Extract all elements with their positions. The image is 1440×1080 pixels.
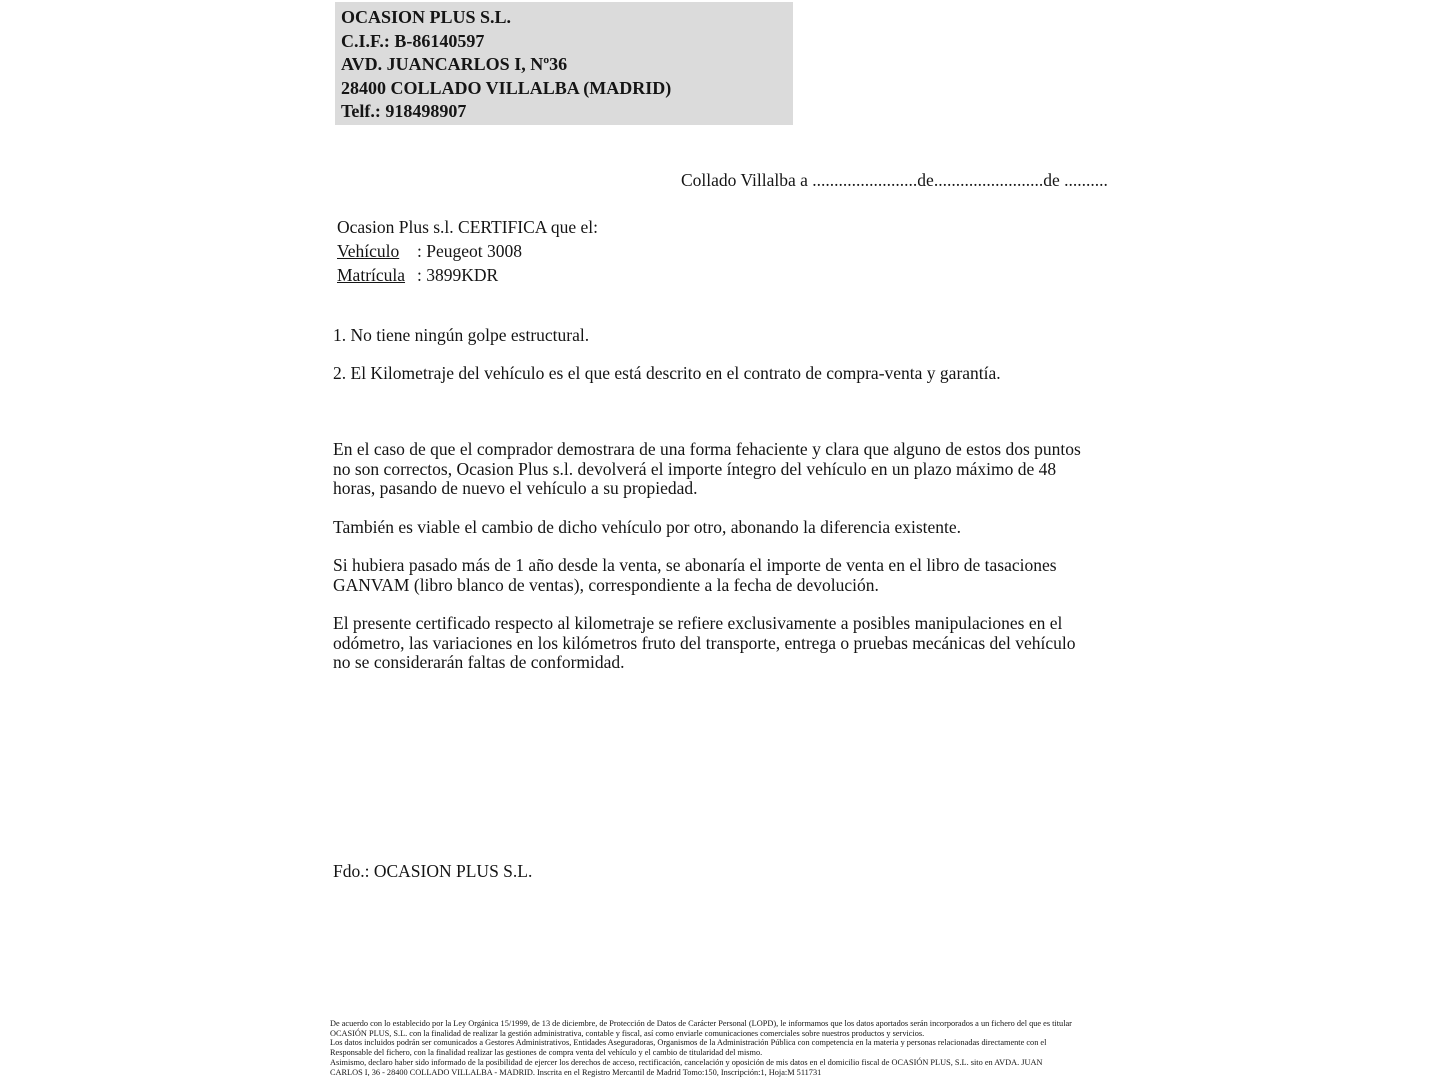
company-info-box xyxy=(335,2,793,125)
vehicle-field xyxy=(337,239,598,263)
paragraph-exchange: También es viable el cambio de dicho vehículo por otro, abonando la diferencia existente. xyxy=(333,516,962,537)
date-line: Collado Villalba a ........................de.........................de .......... xyxy=(681,170,1108,190)
certify-block xyxy=(337,215,598,287)
plate-field-value: : 3899KDR xyxy=(417,265,499,285)
legal-line-data-sharing-2: Responsable del fichero, con la finalidad realizar las gestiones de compra venta del vehículo y el cambio de titularidad del mismo. xyxy=(330,1048,763,1058)
company-name: OCASION PLUS S.L. xyxy=(341,7,512,27)
paragraph-ganvam: Si hubiera pasado más de 1 año desde la venta, se abonaría el importe de venta en el libro de tasaciones GANVAM (libro blanco de ventas), correspondiente a la fecha de devolución. xyxy=(333,555,1057,595)
company-address: AVD. JUANCARLOS I, Nº36 xyxy=(341,54,568,75)
legal-line-data-sharing-1: Los datos incluidos podrán ser comunicados a Gestores Administrativos, Entidades Aseguradoras, Organismos de la Administración Pública con competencia en la materia y personas relacionadas directamente con el xyxy=(330,1038,1047,1048)
plate-field xyxy=(337,263,598,287)
company-cif: C.I.F.: B-86140597 xyxy=(341,30,485,51)
certify-intro: Ocasion Plus s.l. CERTIFICA que el: xyxy=(337,217,598,237)
body-paragraphs xyxy=(333,440,1095,692)
legal-fine-print xyxy=(330,1019,1072,1077)
paragraph-odometer: El presente certificado respecto al kilometraje se refiere exclusivamente a posibles manipulaciones en el odómetro, las variaciones en los kilómetros fruto del transporte, entrega o pruebas mecánicas del vehículo no se considerarán faltas de conformidad. xyxy=(333,613,1076,672)
legal-line-lopd-1: De acuerdo con lo establecido por la Ley Orgánica 15/1999, de 13 de diciembre, de Protección de Datos de Carácter Personal (LOPD), le informamos que los datos aportados serán incorporados a un fichero del que es titular xyxy=(330,1019,1072,1028)
plate-field-label: Matrícula xyxy=(337,265,406,285)
company-phone: Telf.: 918498907 xyxy=(341,101,467,122)
numbered-conditions xyxy=(333,325,1001,383)
condition-structural: 1. No tiene ningún golpe estructural. xyxy=(333,325,590,345)
legal-line-rights-1: Asimismo, declaro haber sido informado de la posibilidad de ejercer los derechos de acceso, rectificación, cancelación y oposición de mis datos en el domicilio fiscal de OCASIÓN PLUS, S.L. sito en AVDA. JUAN xyxy=(330,1057,1043,1067)
vehicle-field-label: Vehículo xyxy=(337,241,400,261)
legal-line-rights-2: CARLOS I, 36 - 28400 COLLADO VILLALBA - MADRID. Inscrita en el Registro Mercantil de Madrid Tomo:150, Inscripción:1, Hoja:M 511731 xyxy=(330,1067,822,1077)
legal-line-lopd-2: OCASIÓN PLUS, S.L. con la finalidad de realizar la gestión administrativa, contable y fiscal, así como enviarle comunicaciones comerciales sobre nuestros productos y servicios. xyxy=(330,1028,925,1038)
signature-line: Fdo.: OCASION PLUS S.L. xyxy=(333,861,533,881)
paragraph-refund: En el caso de que el comprador demostrara de una forma fehaciente y clara que alguno de estos dos puntos no son correctos, Ocasion Plus s.l. devolverá el importe íntegro del vehículo en un plazo máximo de 48 horas, pasando de nuevo el vehículo a su propiedad. xyxy=(333,439,1081,498)
vehicle-field-value: : Peugeot 3008 xyxy=(417,241,522,261)
company-city: 28400 COLLADO VILLALBA (MADRID) xyxy=(341,77,672,98)
condition-mileage: 2. El Kilometraje del vehículo es el que está descrito en el contrato de compra-venta y garantía. xyxy=(333,363,1001,383)
